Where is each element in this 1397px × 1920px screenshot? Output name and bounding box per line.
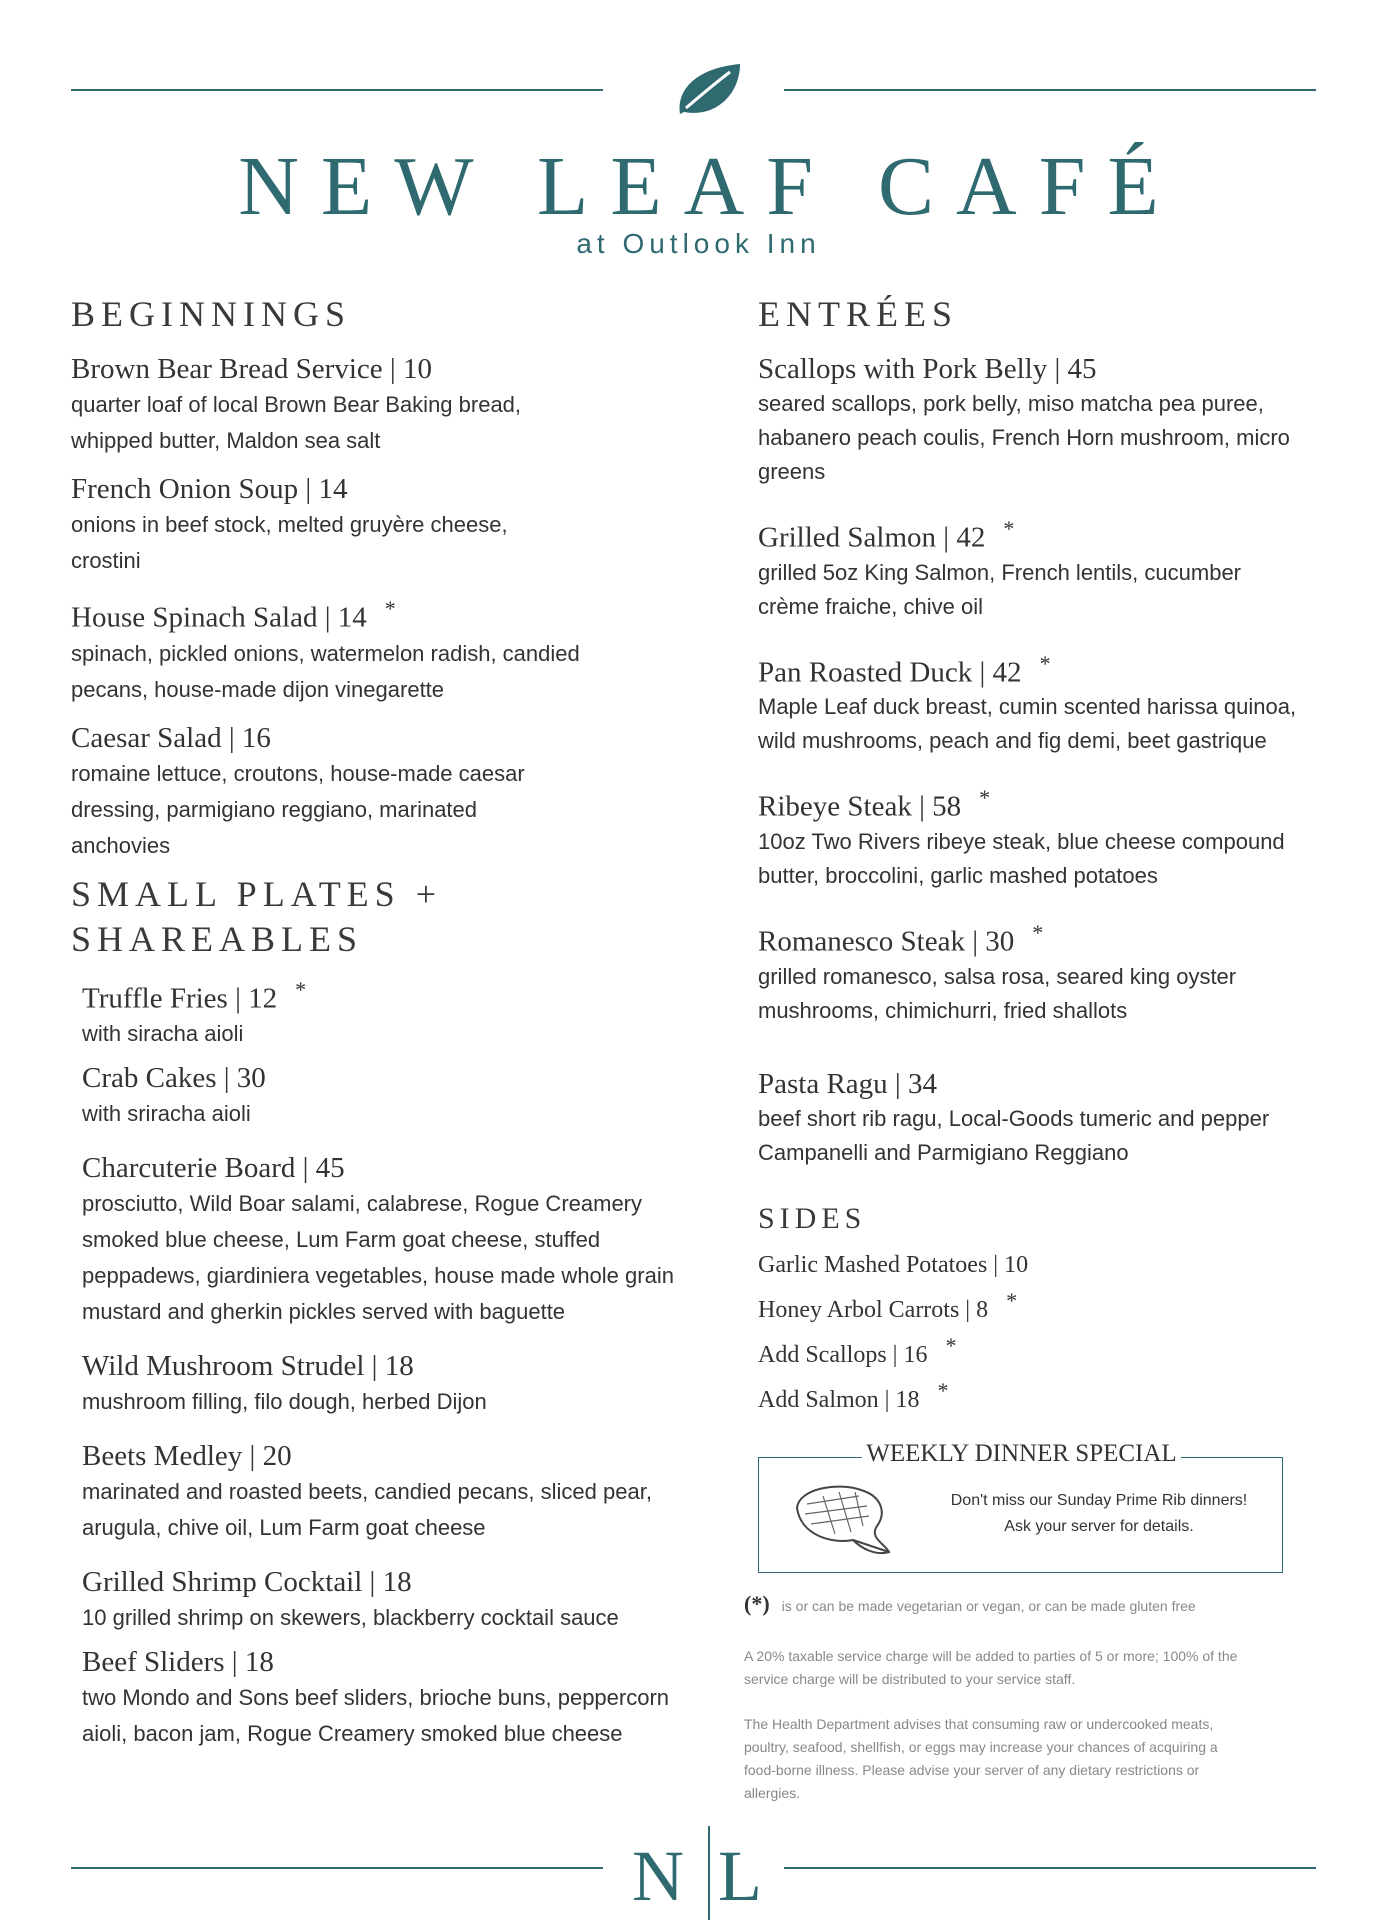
menu-item — [82, 1438, 711, 1546]
item-name-text: Truffle Fries | 12 — [82, 982, 278, 1015]
menu-item — [758, 351, 1338, 489]
item-name: Crab Cakes | 30 — [82, 1062, 266, 1095]
item-desc: whipped butter, Maldon sea salt — [71, 428, 381, 453]
menu-item — [71, 471, 711, 579]
weekly-special-box — [758, 1440, 1283, 1573]
item-desc: Campanelli and Parmigiano Reggiano — [758, 1139, 1129, 1165]
side-item-text: Honey Arbol Carrots | 8 — [758, 1296, 989, 1323]
section-small-plates: SMALL PLATES + — [71, 873, 442, 914]
item-name — [758, 780, 1338, 825]
item-desc: onions in beef stock, melted gruyère cheese, — [71, 512, 508, 537]
menu-item — [82, 972, 711, 1053]
health-line: poultry, seafood, shellfish, or eggs may increase your chances of acquiring a — [744, 1739, 1218, 1755]
item-name-text: Pan Roasted Duck | 42 — [758, 656, 1022, 689]
health-line: allergies. — [744, 1785, 801, 1801]
health-line: The Health Department advises that consuming raw or undercooked meats, — [744, 1716, 1214, 1732]
item-name — [758, 915, 1338, 960]
item-desc: butter, broccolini, garlic mashed potatoes — [758, 862, 1158, 888]
header-rule-right — [784, 89, 1316, 91]
item-desc: aioli, bacon jam, Rogue Creamery smoked blue cheese — [82, 1721, 623, 1747]
footer-rule-left — [71, 1867, 603, 1869]
item-desc: prosciutto, Wild Boar salami, calabrese, Rogue Creamery — [82, 1191, 643, 1217]
item-desc: 10 grilled shrimp on skewers, blackberry cocktail sauce — [82, 1605, 619, 1631]
item-desc: mushroom filling, filo dough, herbed Dijon — [82, 1389, 487, 1415]
item-name-text: House Spinach Salad | 14 — [71, 601, 367, 634]
item-desc: romaine lettuce, croutons, house-made caesar — [71, 760, 525, 786]
side-item-text: Add Scallops | 16 — [758, 1341, 928, 1368]
item-name: Beets Medley | 20 — [82, 1440, 292, 1473]
diet-star: * — [945, 1332, 957, 1358]
menu-item — [758, 780, 1338, 893]
weekly-special-text — [934, 1488, 1264, 1540]
item-name — [758, 646, 1338, 691]
health-department-note — [744, 1713, 1304, 1805]
diet-star: * — [937, 1377, 949, 1403]
service-charge-note — [744, 1645, 1304, 1691]
item-desc: marinated and roasted beets, candied pecans, sliced pear, — [82, 1479, 652, 1505]
restaurant-title: NEW LEAF CAFÉ — [238, 140, 1181, 233]
side-item — [758, 1328, 1338, 1373]
diet-star: * — [1039, 650, 1051, 676]
item-desc: crème fraiche, chive oil — [758, 593, 983, 619]
menu-item — [758, 915, 1338, 1028]
item-name: Pasta Ragu | 34 — [758, 1067, 937, 1100]
item-desc: wild mushrooms, peach and fig demi, beet gastrique — [758, 728, 1267, 754]
item-name — [82, 972, 711, 1017]
item-desc: dressing, parmigiano reggiano, marinated — [71, 796, 478, 822]
item-desc: quarter loaf of local Brown Bear Baking bread, — [71, 392, 522, 417]
item-desc: habanero peach coulis, French Horn mushroom, micro — [758, 425, 1290, 450]
item-name-text: Grilled Salmon | 42 — [758, 521, 986, 554]
menu-item — [82, 1644, 711, 1752]
footer-rule-right — [784, 1867, 1316, 1869]
diet-star: * — [979, 785, 991, 811]
item-desc: smoked blue cheese, Lum Farm goat cheese, stuffed — [82, 1227, 601, 1253]
item-desc: two Mondo and Sons beef sliders, brioche buns, peppercorn — [82, 1685, 670, 1711]
diet-star: * — [1006, 1287, 1018, 1313]
item-desc: mushrooms, chimichurri, fried shallots — [758, 997, 1128, 1023]
item-desc: mustard and gherkin pickles served with baguette — [82, 1299, 566, 1325]
item-desc: arugula, chive oil, Lum Farm goat cheese — [82, 1515, 486, 1541]
item-desc: greens — [758, 459, 826, 484]
service-line: service charge will be distributed to your service staff. — [744, 1671, 1076, 1687]
legend-mark: (*) — [744, 1591, 770, 1616]
header-rule-left — [71, 89, 603, 91]
side-item: Garlic Mashed Potatoes | 10 — [758, 1251, 1029, 1278]
item-desc: with siracha aioli — [82, 1021, 244, 1047]
weekly-special-line1: Don't miss our Sunday Prime Rib dinners! — [950, 1492, 1248, 1509]
weekly-special-title: WEEKLY DINNER SPECIAL — [862, 1440, 1180, 1467]
diet-star: * — [1003, 516, 1015, 541]
monogram-n: N — [632, 1836, 684, 1916]
item-name: Caesar Salad | 16 — [71, 721, 271, 754]
legend-text: is or can be made vegetarian or vegan, or can be made gluten free — [781, 1598, 1196, 1614]
item-desc: with sriracha aioli — [82, 1101, 251, 1127]
diet-legend — [744, 1592, 1304, 1618]
health-line: food-borne illness. Please advise your server of any dietary restrictions or — [744, 1762, 1200, 1778]
item-desc: Maple Leaf duck breast, cumin scented harissa quinoa, — [758, 694, 1297, 720]
side-item — [758, 1283, 1338, 1328]
section-sides: SIDES — [758, 1201, 867, 1235]
item-name: Wild Mushroom Strudel | 18 — [82, 1350, 414, 1383]
sides-list — [758, 1247, 1338, 1418]
item-desc: beef short rib ragu, Local-Goods tumeric and pepper — [758, 1105, 1270, 1131]
weekly-special-line2: Ask your server for details. — [1004, 1518, 1194, 1535]
item-name: Grilled Shrimp Cocktail | 18 — [82, 1566, 412, 1599]
item-desc: 10oz Two Rivers ribeye steak, blue cheese compound — [758, 828, 1285, 854]
menu-item — [82, 1150, 711, 1330]
item-name — [758, 511, 1338, 556]
item-desc: grilled romanesco, salsa rosa, seared king oyster — [758, 963, 1237, 989]
side-item — [758, 1373, 1338, 1418]
item-desc: pecans, house-made dijon vinegarette — [71, 676, 445, 702]
section-shareables: SHAREABLES — [71, 918, 364, 959]
item-name: Brown Bear Bread Service | 10 — [71, 353, 432, 385]
right-column — [758, 292, 1338, 1418]
item-desc: seared scallops, pork belly, miso matcha pea puree, — [758, 391, 1264, 416]
item-desc: anchovies — [71, 832, 171, 858]
item-desc: peppadews, giardiniera vegetables, house made whole grain — [82, 1263, 674, 1289]
side-item-text: Add Salmon | 18 — [758, 1386, 920, 1413]
weekly-special-title-wrap — [759, 1440, 1284, 1468]
section-beginnings: BEGINNINGS — [71, 294, 351, 334]
menu-item — [82, 1348, 711, 1420]
menu-item — [71, 351, 711, 459]
item-name: French Onion Soup | 14 — [71, 473, 348, 505]
item-name — [71, 591, 711, 636]
menu-item — [82, 1060, 711, 1132]
monogram-divider — [708, 1826, 710, 1920]
menu-item — [71, 720, 711, 864]
item-desc: crostini — [71, 548, 141, 573]
diet-star: * — [295, 976, 307, 1002]
restaurant-subtitle: at Outlook Inn — [576, 228, 821, 259]
menu-item — [758, 1066, 1338, 1170]
section-entrees: ENTRÉES — [758, 294, 958, 334]
leaf-icon — [674, 60, 744, 120]
monogram-l: L — [718, 1836, 762, 1916]
item-name: Charcuterie Board | 45 — [82, 1152, 345, 1185]
service-line: A 20% taxable service charge will be added to parties of 5 or more; 100% of the — [744, 1648, 1238, 1664]
item-name: Beef Sliders | 18 — [82, 1646, 274, 1679]
left-column — [71, 292, 711, 1752]
menu-item — [758, 646, 1338, 759]
diet-star: * — [384, 596, 396, 621]
diet-star: * — [1032, 919, 1044, 945]
menu-item — [758, 511, 1338, 624]
item-name-text: Romanesco Steak | 30 — [758, 925, 1015, 958]
item-name-text: Ribeye Steak | 58 — [758, 790, 962, 823]
steak-icon — [789, 1478, 899, 1558]
menu-item — [71, 591, 711, 708]
menu-item — [82, 1564, 711, 1636]
item-desc: grilled 5oz King Salmon, French lentils, cucumber — [758, 559, 1242, 585]
item-desc: spinach, pickled onions, watermelon radish, candied — [71, 640, 580, 666]
item-name: Scallops with Pork Belly | 45 — [758, 353, 1097, 385]
